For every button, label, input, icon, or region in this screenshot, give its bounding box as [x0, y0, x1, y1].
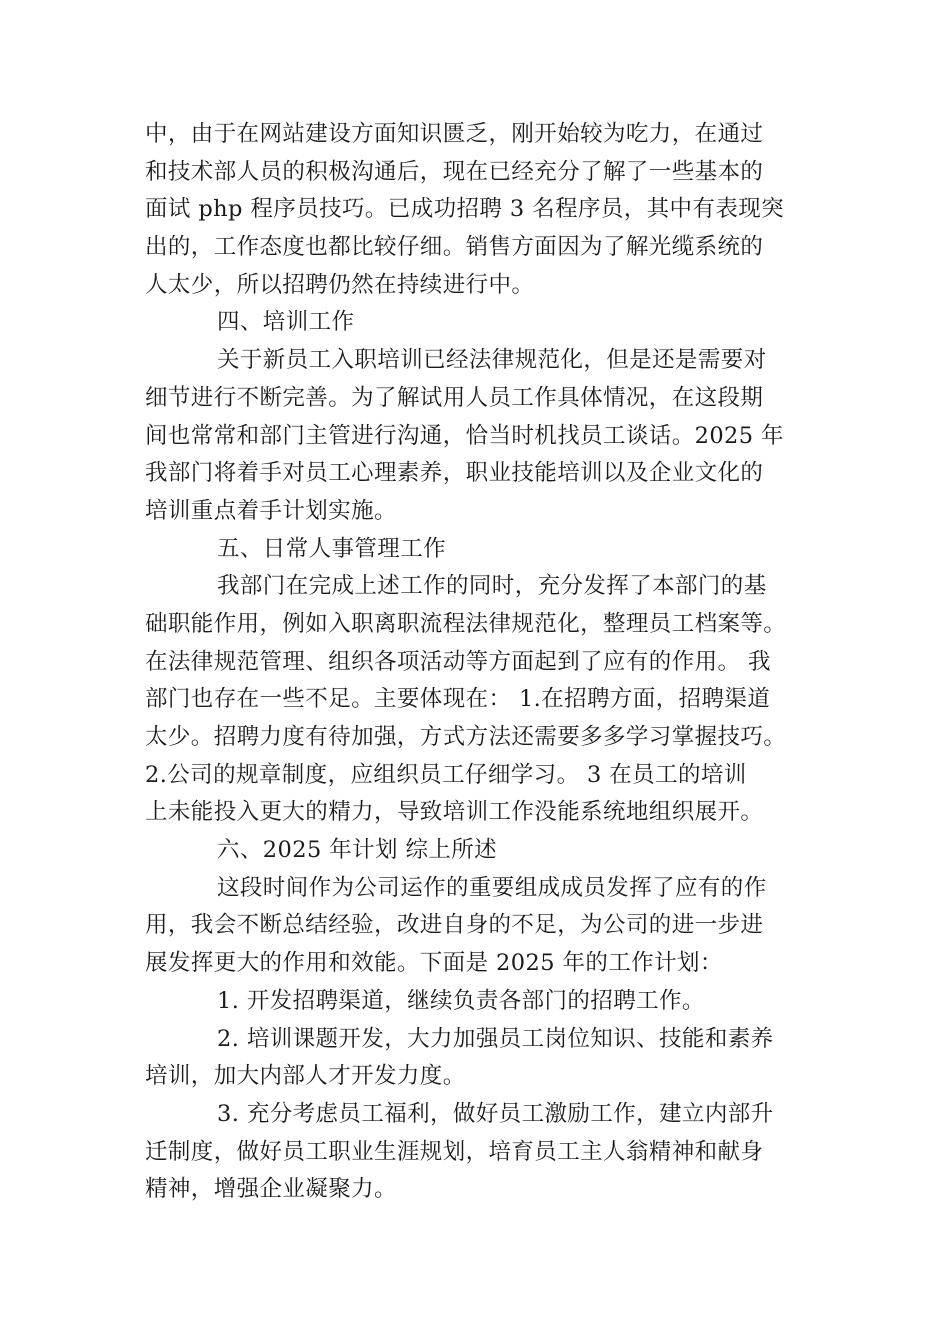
- text-line: 培训，加大内部人才开发力度。: [145, 1063, 466, 1090]
- text-line: 面试 php 程序员技巧。已成功招聘 3 名程序员，其中有表现突: [145, 196, 785, 223]
- text-line: 用，我会不断总结经验，改进自身的不足，为公司的进一步进: [145, 912, 764, 939]
- text-line: 我部门将着手对员工心理素养，职业技能培训以及企业文化的: [145, 460, 764, 487]
- text-line: 中，由于在网站建设方面知识匮乏，刚开始较为吃力，在通过: [145, 121, 764, 147]
- text-line: 和技术部人员的积极沟通后，现在已经充分了解了一些基本的: [145, 158, 764, 185]
- text-line: 迁制度，做好员工职业生涯规划，培育员工主人翁精神和献身: [145, 1138, 764, 1165]
- text-line: 人太少，所以招聘仍然在持续进行中。: [145, 271, 535, 298]
- text-line: 这段时间作为公司运作的重要组成成员发挥了应有的作: [217, 874, 767, 901]
- text-line: 出的，工作态度也都比较仔细。销售方面因为了解光缆系统的: [145, 234, 764, 261]
- text-line: 培训重点着手计划实施。: [145, 497, 397, 524]
- text-line: 础职能作用，例如入职离职流程法律规范化，整理员工档案等。: [145, 610, 787, 637]
- text-line: 部门也存在一些不足。主要体现在： 1.在招聘方面，招聘渠道: [145, 686, 771, 713]
- text-line: 五、日常人事管理工作: [217, 535, 447, 562]
- text-line: 在法律规范管理、组织各项活动等方面起到了应有的作用。 我: [145, 648, 771, 675]
- text-line: 2.公司的规章制度，应组织员工仔细学习。 3 在员工的培训: [145, 761, 747, 788]
- text-line: 细节进行不断完善。为了解试用人员工作具体情况，在这段期: [145, 384, 764, 411]
- text-line: 我部门在完成上述工作的同时，充分发挥了本部门的基: [217, 573, 767, 600]
- text-line: 精神，增强企业凝聚力。: [145, 1176, 397, 1203]
- text-line: 间也常常和部门主管进行沟通，恰当时机找员工谈话。2025 年: [145, 422, 784, 449]
- text-line: 展发挥更大的作用和效能。下面是 2025 年的工作计划：: [145, 950, 723, 977]
- text-line: 3. 充分考虑员工福利，做好员工激励工作，建立内部升: [217, 1100, 774, 1127]
- text-line: 上未能投入更大的精力，导致培训工作没能系统地组织展开。: [145, 799, 764, 826]
- text-line: 关于新员工入职培训已经法律规范化，但是还是需要对: [217, 347, 767, 374]
- text-line: 1. 开发招聘渠道，继续负责各部门的招聘工作。: [217, 987, 705, 1014]
- text-line: 2. 培训课题开发，大力加强员工岗位知识、技能和素养: [217, 1025, 774, 1052]
- text-line: 太少。招聘力度有待加强，方式方法还需要多多学习掌握技巧。: [145, 724, 787, 750]
- text-line: 六、2025 年计划 综上所述: [217, 837, 498, 864]
- text-line: 四、培训工作: [217, 309, 355, 336]
- document-body: [145, 116, 815, 1209]
